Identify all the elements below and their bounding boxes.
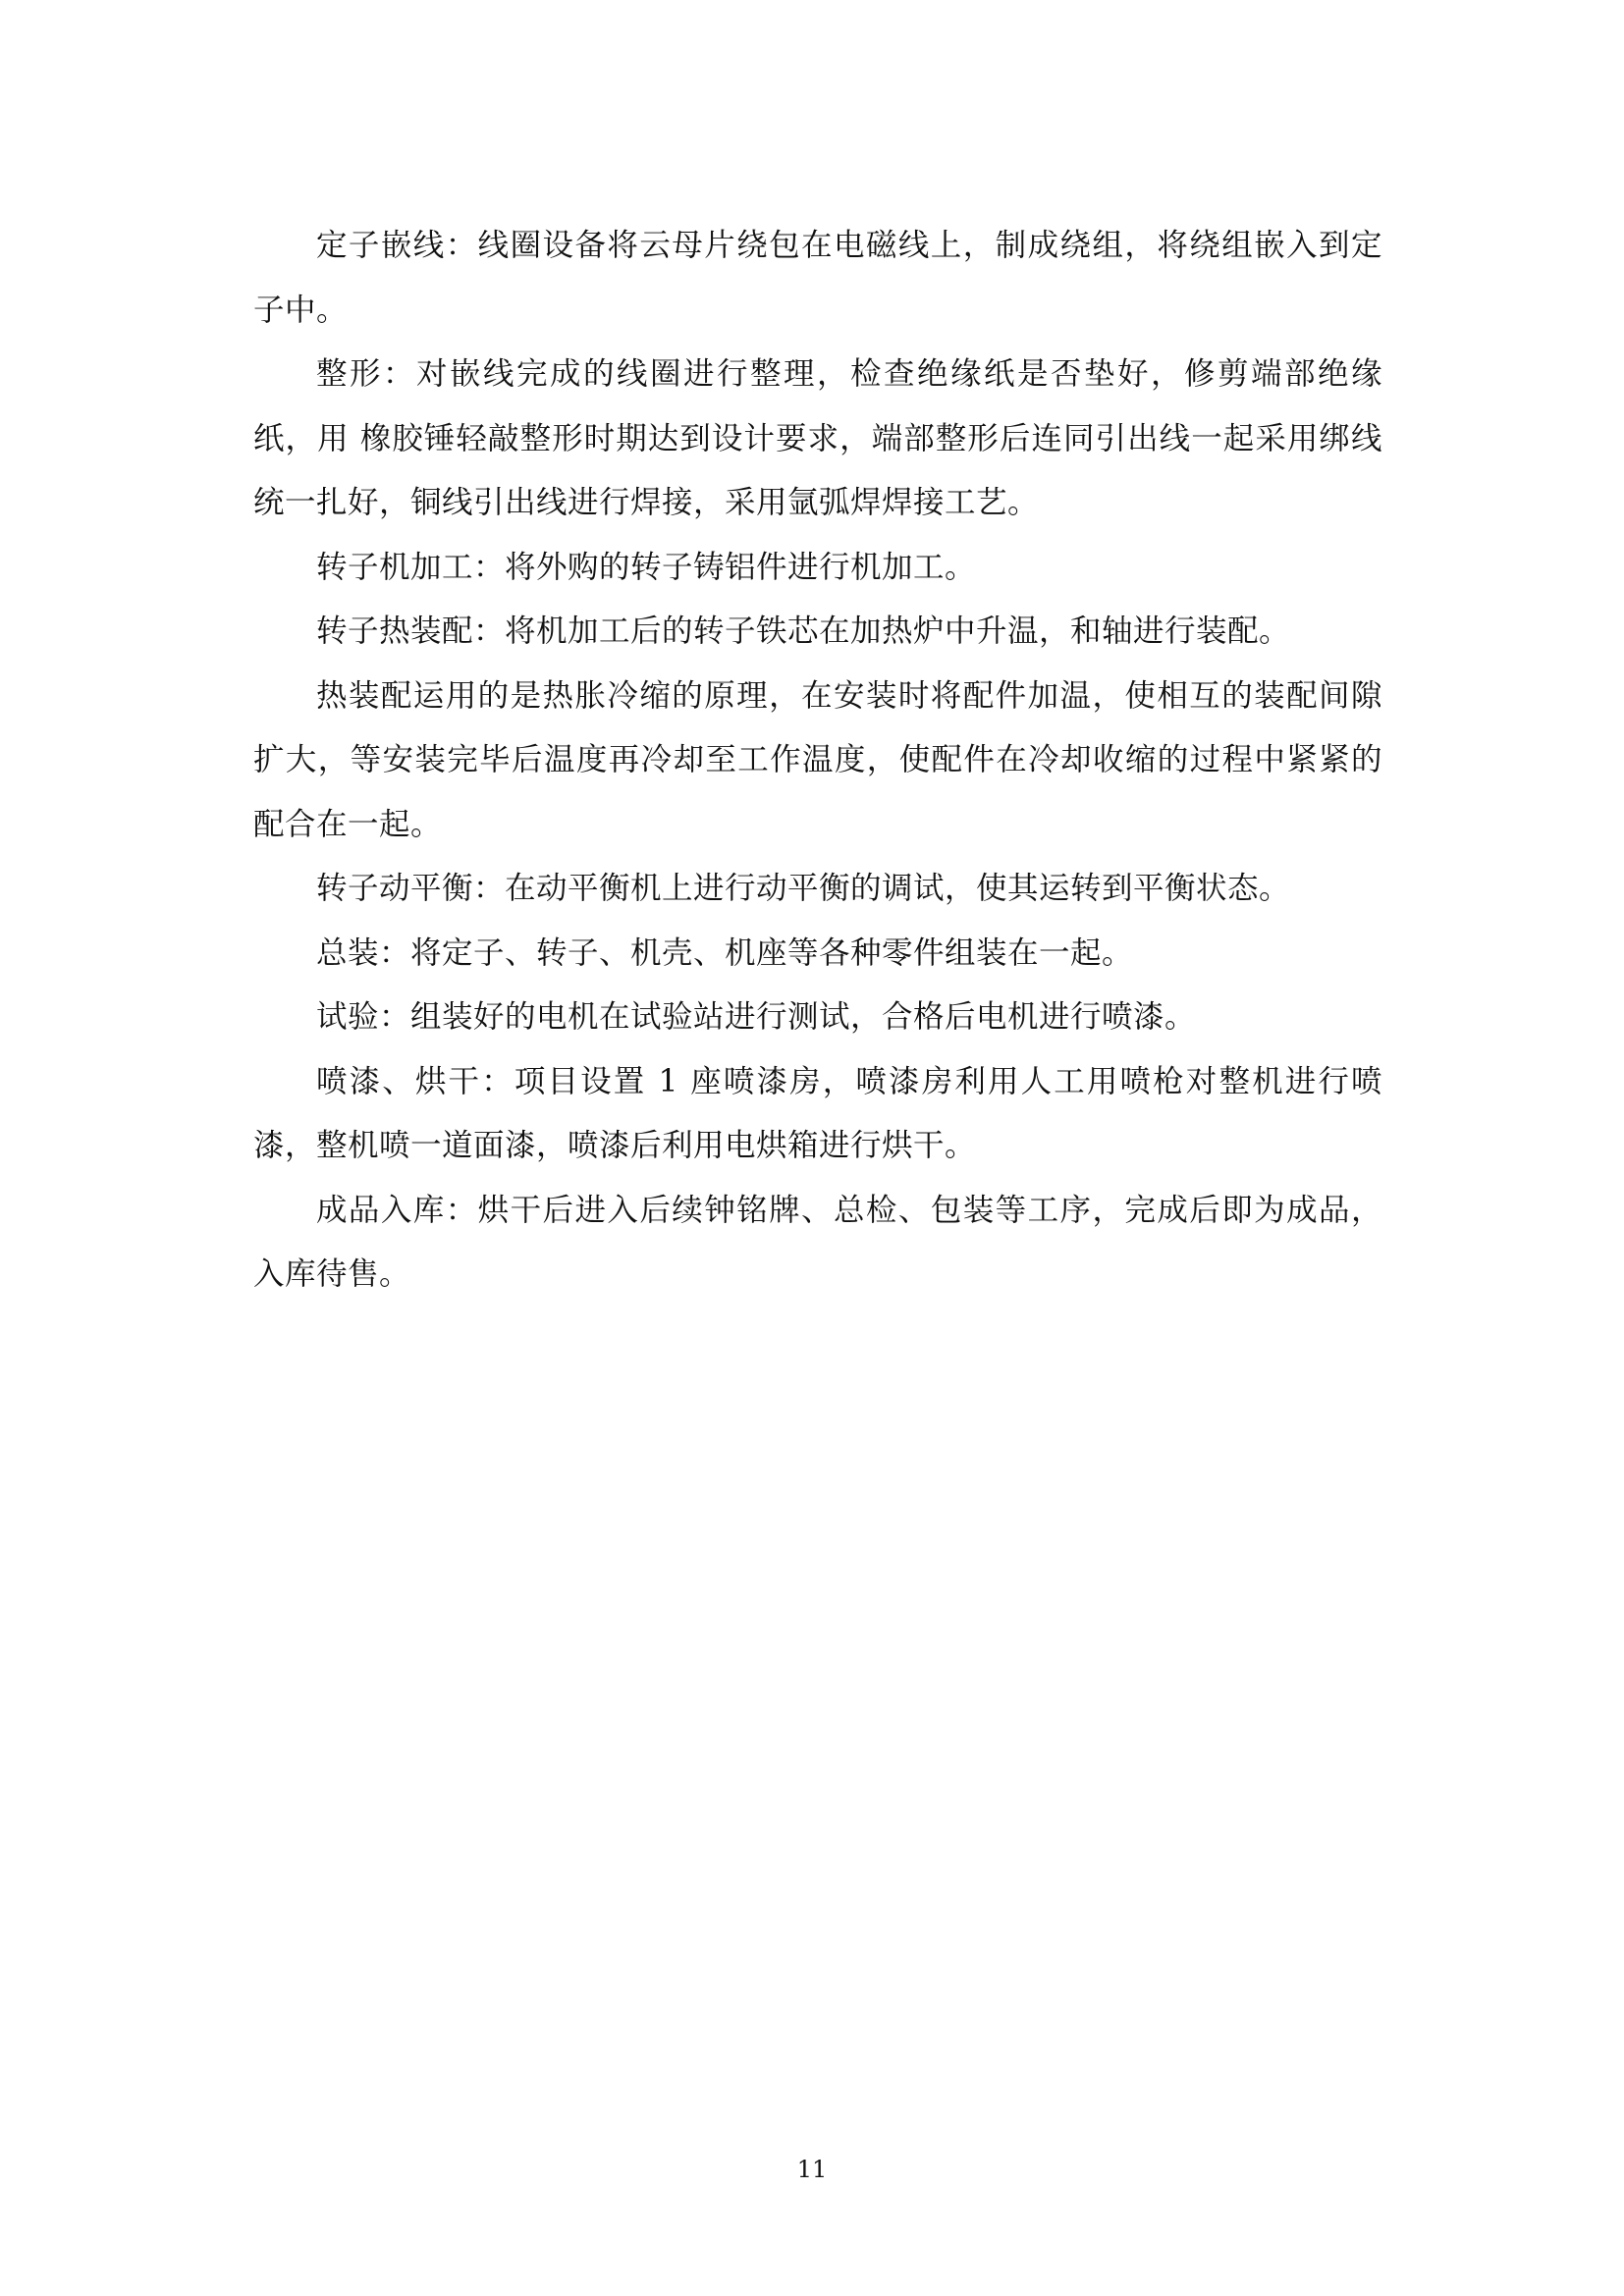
page-number: 11 [796,2156,828,2183]
paragraph-painting-drying: 喷漆、烘干：项目设置 1 座喷漆房，喷漆房利用人工用喷枪对整机进行喷漆，整机喷一道面漆，喷漆后利用电烘箱进行烘干。 [253,1063,1382,1163]
paragraph-final-assembly: 总装：将定子、转子、机壳、机座等各种零件组装在一起。 [316,934,1134,971]
document-body [253,214,1382,1308]
paragraph-rotor-balancing: 转子动平衡：在动平衡机上进行动平衡的调试，使其运转到平衡状态。 [316,871,1291,906]
paragraph-stator-winding: 定子嵌线：线圈设备将云母片绕包在电磁线上，制成绕组，将绕组嵌入到定子中。 [253,228,1382,328]
paragraph-warehousing: 成品入库：烘干后进入后续钟铭牌、总检、包装等工序，完成后即为成品，入库待售。 [253,1192,1382,1292]
paragraph-heat-assembly-principle: 热装配运用的是热胀冷缩的原理，在安装时将配件加温，使相互的装配间隙扩大，等安装完毕后温度再冷却至工作温度，使配件在冷却收缩的过程中紧紧的配合在一起。 [253,677,1382,842]
paragraph-rotor-machining: 转子机加工：将外购的转子铸铝件进行机加工。 [316,549,977,585]
paragraph-shaping: 整形：对嵌线完成的线圈进行整理，检查绝缘纸是否垫好，修剪端部绝缘纸，用 橡胶锤轻敲整形时期达到设计要求，端部整形后连同引出线一起采用绑线统一扎好，铜线引出线进行焊接，采用氩弧焊焊接工艺。 [253,356,1382,520]
paragraph-rotor-heat-assembly: 转子热装配：将机加工后的转子铁芯在加热炉中升温，和轴进行装配。 [316,614,1291,649]
paragraph-testing: 试验：组装好的电机在试验站进行测试，合格后电机进行喷漆。 [316,999,1197,1035]
